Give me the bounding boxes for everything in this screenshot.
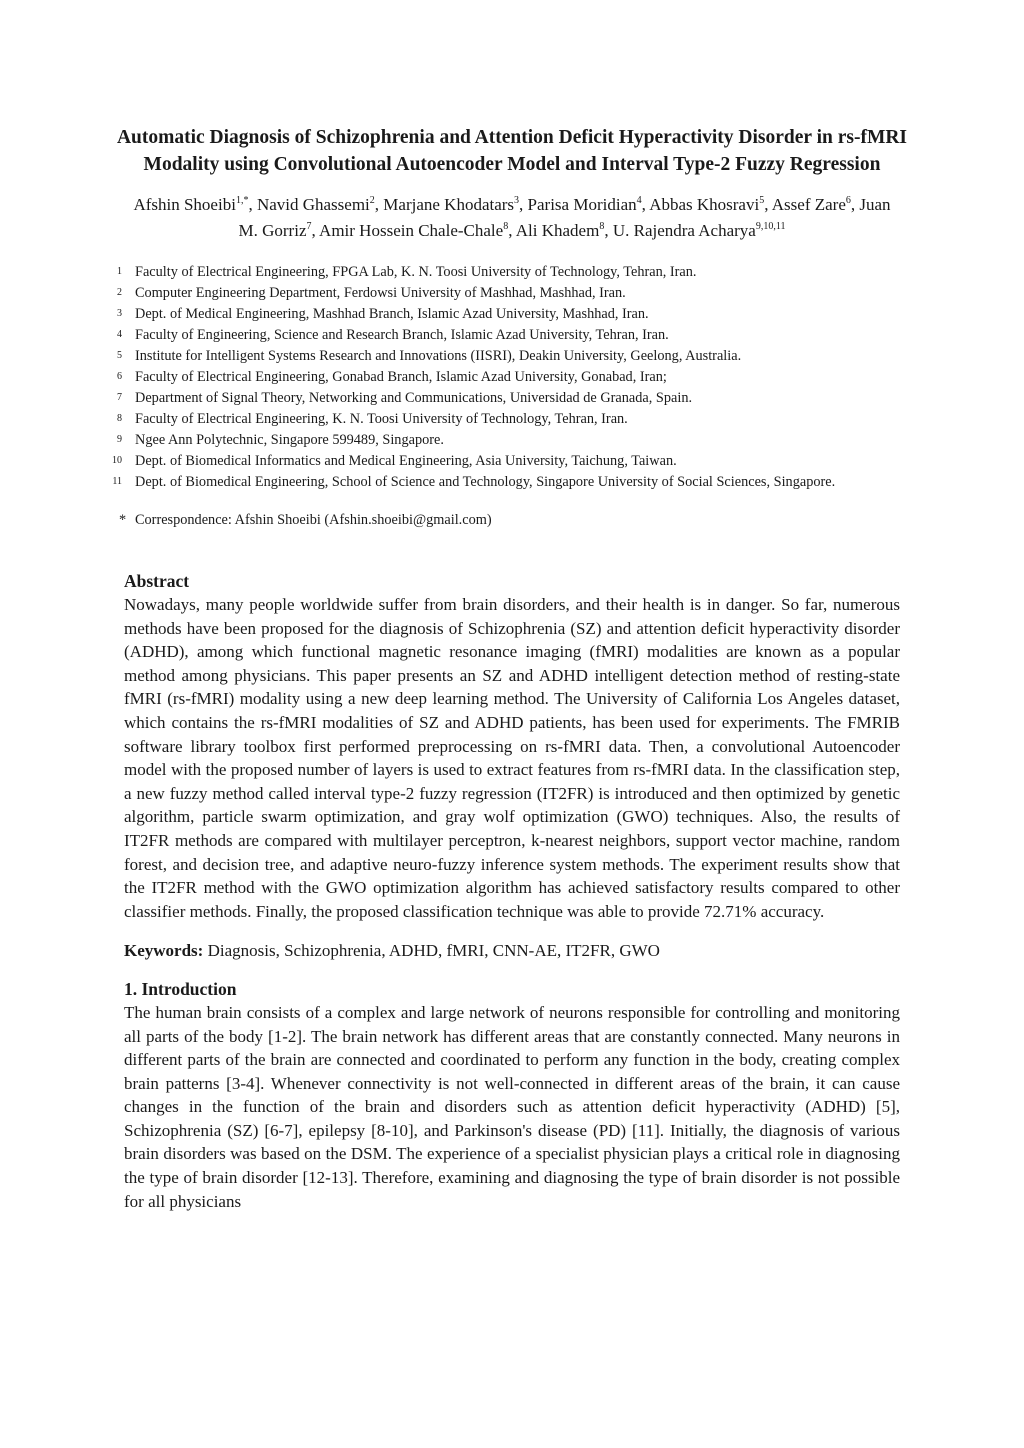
affiliation-text: Faculty of Electrical Engineering, K. N. Toosi University of Technology, Tehran, Iran. — [135, 411, 628, 427]
author-name: Amir Hossein Chale-Chale — [319, 221, 504, 240]
affiliation-number: 6 — [117, 371, 122, 382]
affiliation-item — [117, 283, 900, 304]
affiliation-item — [117, 346, 900, 367]
author-sep: , — [641, 195, 650, 214]
author-name: Marjane Khodatars — [383, 195, 515, 214]
affiliation-text: Ngee Ann Polytechnic, Singapore 599489, Singapore. — [135, 432, 444, 448]
author-sup: 2 — [369, 195, 375, 206]
abstract-heading: Abstract — [124, 571, 190, 591]
affiliation-text: Faculty of Electrical Engineering, FPGA Lab, K. N. Toosi University of Technology, Tehran, Iran. — [135, 264, 697, 280]
author-name: Abbas Khosravi — [649, 195, 760, 214]
author-sup: 6 — [845, 195, 851, 206]
author-sep: , — [248, 195, 257, 214]
author-9 — [516, 221, 613, 240]
author-6 — [772, 195, 860, 214]
affiliation-list — [112, 262, 900, 493]
affiliation-number: 7 — [117, 392, 122, 403]
affiliation-text: Institute for Intelligent Systems Research and Innovations (IISRI), Deakin University, Geelong, Australia. — [135, 348, 742, 364]
author-3 — [383, 195, 527, 214]
abstract-section — [124, 569, 900, 923]
author-list — [124, 192, 900, 244]
affiliation-number: 9 — [117, 434, 122, 445]
affiliation-item — [117, 304, 900, 325]
author-name: Parisa Moridian — [527, 195, 637, 214]
author-10 — [613, 221, 786, 240]
affiliation-number: 1 — [117, 266, 122, 277]
affiliation-item — [117, 367, 900, 388]
affiliation-text: Faculty of Engineering, Science and Research Branch, Islamic Azad University, Tehran, Iran. — [135, 327, 669, 343]
affiliation-number: 11 — [112, 476, 122, 487]
affiliation-text: Department of Signal Theory, Networking and Communications, Universidad de Granada, Spain. — [135, 390, 693, 406]
correspondence-text: Correspondence: Afshin Shoeibi (Afshin.shoeibi@gmail.com) — [135, 512, 492, 528]
introduction-heading: 1. Introduction — [124, 978, 237, 999]
affiliation-text: Faculty of Electrical Engineering, Gonabad Branch, Islamic Azad University, Gonabad, Iran; — [135, 369, 667, 385]
keywords-text: Diagnosis, Schizophrenia, ADHD, fMRI, CNN-AE, IT2FR, GWO — [203, 941, 660, 961]
author-sup: 4 — [636, 195, 642, 206]
paper-title: Automatic Diagnosis of Schizophrenia and Attention Deficit Hyperactivity Disorder in rs-fMRI Modality using Convolutional Autoencoder Model and Interval Type-2 Fuzzy Regression — [116, 127, 908, 175]
author-4 — [528, 195, 650, 214]
keywords-line — [124, 939, 900, 963]
abstract-text: Nowadays, many people worldwide suffer from brain disorders, and their health is in danger. So far, numerous methods have been proposed for the diagnosis of Schizophrenia (SZ) and attention deficit hyperactivity disorder (ADHD), among which functional magnetic resonance imaging (fMRI) modalities are known as a popular method among physicians. This paper presents an SZ and ADHD intelligent detection method of resting-state fMRI (rs-fMRI) modality using a new deep learning method. The University of California Los Angeles dataset, which contains the rs-fMRI modalities of SZ and ADHD patients, has been used for experiments. The FMRIB software library toolbox first performed preprocessing on rs-fMRI data. Then, a convolutional Autoencoder model with the proposed number of layers is used to extract features from rs-fMRI data. In the classification step, a new fuzzy method called interval type-2 fuzzy regression (IT2FR) is introduced and then optimized by genetic algorithm, particle swarm optimization, and gray wolf optimization (GWO) techniques. Also, the results of IT2FR methods are compared with multilayer perceptron, k-nearest neighbors, support vector machine, random forest, and decision tree, and adaptive neuro-fuzzy inference system methods. The experiment results show that the IT2FR method with the GWO optimization algorithm has achieved satisfactory results compared to other classifier methods. Finally, the proposed classification technique was able to provide 72.71% accuracy. — [124, 595, 900, 921]
author-sep: , — [850, 195, 860, 214]
affiliation-item — [117, 388, 900, 409]
author-sep: , — [519, 195, 528, 214]
affiliation-number: 2 — [117, 287, 122, 298]
author-sep: , — [764, 195, 772, 214]
author-sup: 5 — [759, 195, 765, 206]
author-sup: 9,10,11 — [755, 221, 786, 232]
keywords-label: Keywords: — [124, 941, 204, 961]
author-sep: , — [374, 195, 384, 214]
author-sup: 7 — [306, 221, 312, 232]
paper-page — [112, 124, 908, 1213]
affiliation-text: Dept. of Biomedical Engineering, School of Science and Technology, Singapore University of Social Sciences, Singapore. — [135, 474, 836, 490]
correspondence-note — [119, 510, 900, 531]
affiliation-item — [117, 262, 900, 283]
affiliation-item — [112, 472, 900, 493]
author-name: U. Rajendra Acharya — [612, 221, 756, 240]
author-name: Navid Ghassemi — [256, 195, 370, 214]
author-1 — [133, 195, 256, 214]
affiliation-number: 8 — [117, 413, 122, 424]
author-8 — [319, 221, 516, 240]
author-sup: 8 — [599, 221, 605, 232]
author-name: Ali Khadem — [515, 221, 600, 240]
author-sup: 3 — [514, 195, 520, 206]
author-sep: , — [508, 221, 516, 240]
affiliation-number: 3 — [117, 308, 122, 319]
author-sep: , — [311, 221, 320, 240]
author-2 — [257, 195, 383, 214]
author-sup: 1,* — [235, 195, 249, 206]
author-name: Afshin Shoeibi — [133, 195, 236, 214]
affiliation-text: Dept. of Medical Engineering, Mashhad Branch, Islamic Azad University, Mashhad, Iran. — [135, 306, 649, 322]
affiliation-number: 5 — [117, 350, 122, 361]
affiliation-text: Computer Engineering Department, Ferdowsi University of Mashhad, Mashhad, Iran. — [135, 285, 626, 301]
affiliation-number: 10 — [112, 455, 122, 466]
introduction-section — [124, 977, 900, 1213]
author-sup: 8 — [503, 221, 509, 232]
correspondence-mark: * — [119, 512, 127, 528]
author-5 — [649, 195, 772, 214]
affiliation-item — [112, 451, 900, 472]
author-name: Assef Zare — [771, 195, 846, 214]
affiliation-item — [117, 409, 900, 430]
affiliation-item — [117, 430, 900, 451]
affiliation-number: 4 — [117, 329, 122, 340]
author-name: Juan M. Gorriz — [238, 195, 891, 240]
affiliation-text: Dept. of Biomedical Informatics and Medical Engineering, Asia University, Taichung, Taiwan. — [135, 453, 677, 469]
introduction-text: The human brain consists of a complex and large network of neurons responsible for controlling and monitoring all parts of the body [1-2]. The brain network has different areas that are constantly connected. Many neurons in different parts of the brain are connected and coordinated to perform any function in the body, creating complex brain patterns [3-4]. Whenever connectivity is not well-connected in different areas of the brain, it can cause changes in the function of the brain and disorders such as attention deficit hyperactivity (ADHD) [5], Schizophrenia (SZ) [6-7], epilepsy [8-10], and Parkinson's disease (PD) [11]. Initially, the diagnosis of various brain disorders was based on the DSM. The experience of a specialist physician plays a critical role in diagnosing the type of brain disorder [12-13]. Therefore, examining and diagnosing the type of brain disorder is not possible for all physicians — [124, 1002, 900, 1211]
affiliation-item — [117, 325, 900, 346]
author-sep: , — [604, 221, 613, 240]
